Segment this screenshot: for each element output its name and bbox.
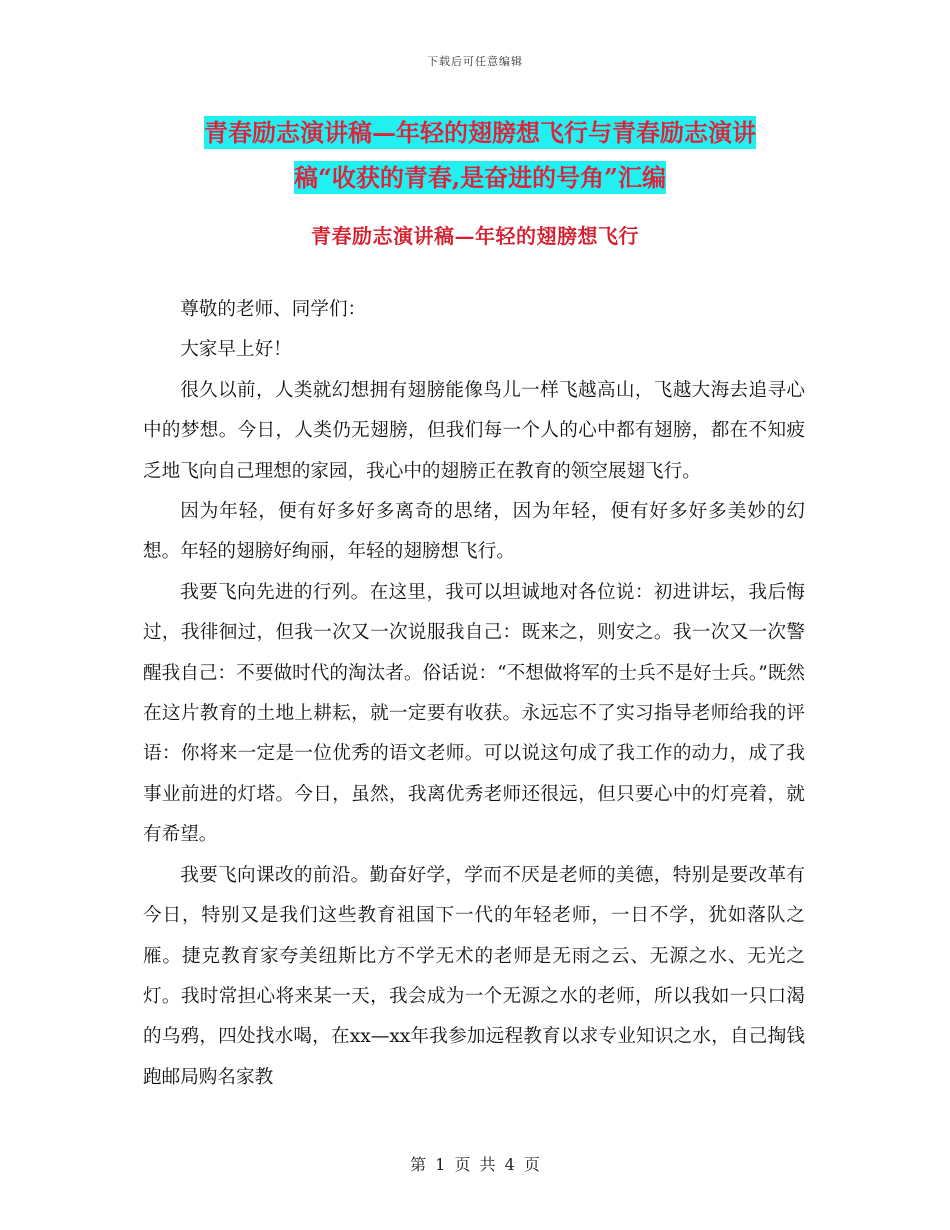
section-title: 青春励志演讲稿—年轻的翅膀想飞行 xyxy=(311,224,639,248)
page-header-note: 下载后可任意编辑 xyxy=(427,55,523,68)
page-number: 第 1 页 共 4 页 xyxy=(410,1155,540,1174)
document-title-line-2: 稿“收获的青春,是奋进的号角”汇编 xyxy=(294,163,666,192)
paragraph: 我要飞向先进的行列。在这里，我可以坦诚地对各位说：初进讲坛，我后悔过，我徘徊过，但我一次又一次说服我自己：既来之，则安之。我一次又一次警醒我自己：不要做时代的淘汰者。俗话说：“不想做将军的士兵不是好士兵。”既然在这片教育的土地上耕耘，就一定要有收获。永远忘不了实习指导老师给我的评语：你将来一定是一位优秀的语文老师。可以说这句成了我工作的动力，成了我事业前进的灯塔。今日，虽然，我离优秀老师还很远，但只要心中的灯亮着，就有希望。 xyxy=(143,581,805,846)
document-title-line-1: 青春励志演讲稿—年轻的翅膀想飞行与青春励志演讲 xyxy=(204,118,756,147)
greeting: 大家早上好！ xyxy=(180,339,292,361)
body-text xyxy=(143,290,805,1098)
paragraph: 我要飞向课改的前沿。勤奋好学，学而不厌是老师的美德，特别是要改革有今日，特别又是我们这些教育祖国下一代的年轻老师，一日不学，犹如落队之雁。捷克教育家夸美纽斯比方不学无术的老师是无雨之云、无源之水、无光之灯。我时常担心将来某一天，我会成为一个无源之水的老师，所以我如一只口渴的乌鸦，四处找水喝，在xx—xx年我参加远程教育以求专业知识之水，自己掏钱跑邮局购名家教 xyxy=(143,864,805,1088)
document-title xyxy=(140,110,820,200)
paragraph: 因为年轻，便有好多好多离奇的思绪，因为年轻，便有好多好多美妙的幻想。年轻的翅膀好绚丽，年轻的翅膀想飞行。 xyxy=(143,501,805,563)
paragraph: 很久以前，人类就幻想拥有翅膀能像鸟儿一样飞越高山，飞越大海去追寻心中的梦想。今日，人类仍无翅膀，但我们每一个人的心中都有翅膀，都在不知疲乏地飞向自己理想的家园，我心中的翅膀正在教育的领空展翅飞行。 xyxy=(143,379,805,482)
salutation: 尊敬的老师、同学们： xyxy=(180,299,367,320)
